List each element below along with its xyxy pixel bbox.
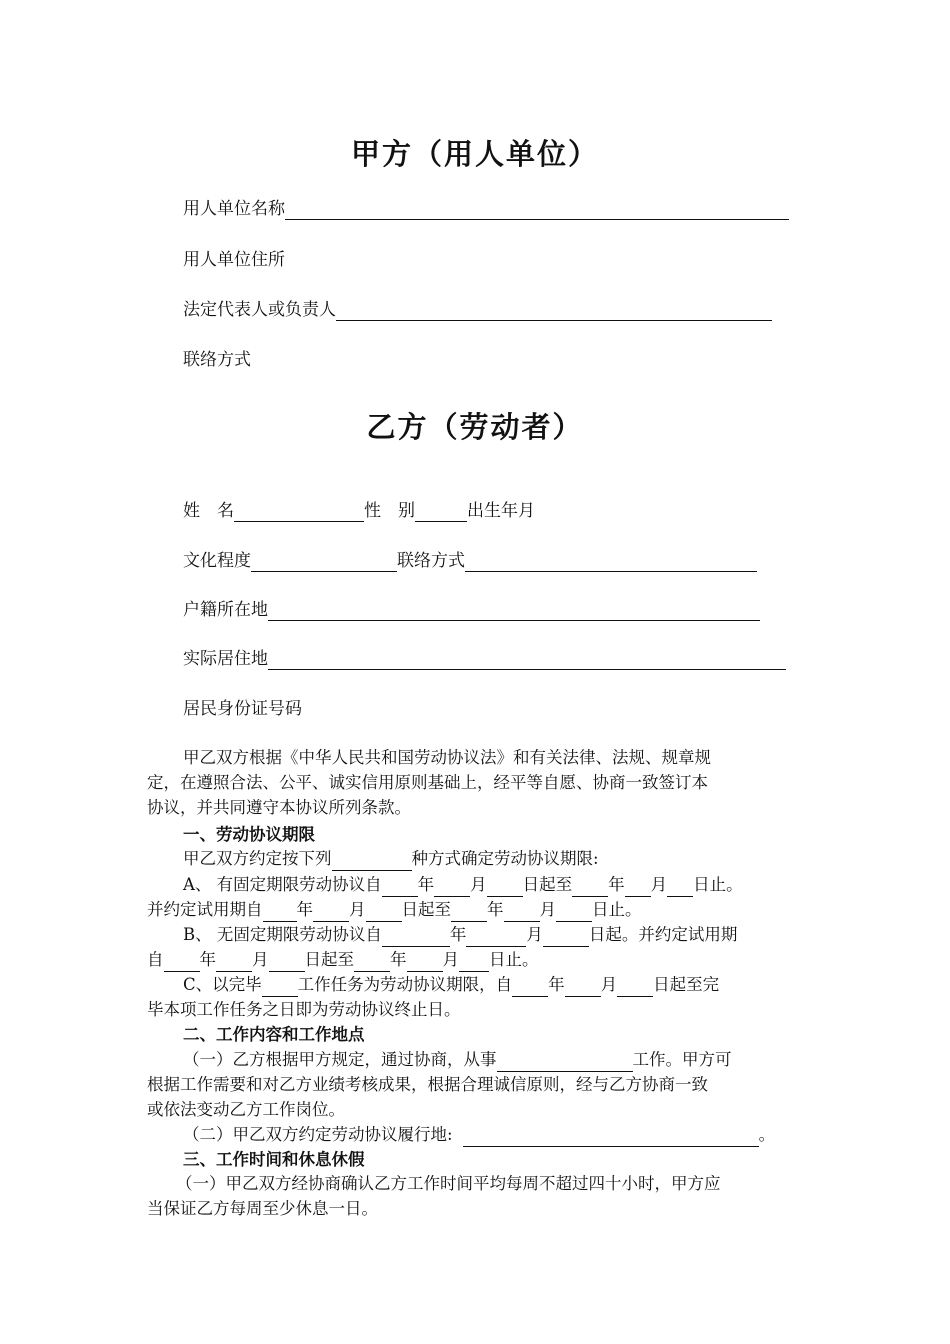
- worker-contact-label: 联络方式: [397, 551, 465, 571]
- bp-start-month-field[interactable]: [216, 954, 252, 972]
- ap-end-month-field[interactable]: [504, 904, 540, 922]
- option-b-probation-line: [147, 948, 539, 972]
- gender-field[interactable]: [415, 503, 467, 522]
- option-c-line-2: 毕本项工作任务之日即为劳动协议终止日。: [147, 1000, 461, 1019]
- ap-year-label: 年: [296, 900, 313, 919]
- ap-from-label: 日起至: [401, 900, 451, 919]
- option-b-lead: B、 无固定期限劳动协议自: [183, 925, 382, 944]
- work-location-field[interactable]: [463, 1129, 759, 1147]
- section-3-title: 三、工作时间和休息休假: [183, 1150, 365, 1169]
- b-start-label: 日起。: [588, 925, 639, 944]
- bp-start-year-field[interactable]: [164, 954, 200, 972]
- a-end-day-field[interactable]: [667, 879, 693, 897]
- bp-end-day-field[interactable]: [459, 954, 489, 972]
- option-c-mid: 工作任务为劳动协议期限，自: [297, 975, 513, 994]
- bp-end-month-label: 月: [442, 950, 459, 969]
- employer-contact-line: [183, 349, 251, 371]
- ap-start-month-field[interactable]: [313, 904, 349, 922]
- ap-end-label: 日止。: [592, 900, 642, 919]
- hukou-field[interactable]: [268, 602, 760, 621]
- employer-address-line: [183, 249, 285, 271]
- a-end-month-field[interactable]: [625, 879, 651, 897]
- bp-from-label: 日起至: [304, 950, 354, 969]
- gender-label: 性 别: [364, 501, 415, 521]
- job-content-field[interactable]: [497, 1054, 633, 1072]
- b-probation-lead: 并约定试用期: [638, 925, 738, 944]
- hukou-line: [183, 599, 760, 621]
- a-year-label: 年: [417, 875, 435, 894]
- employer-name-field[interactable]: [285, 201, 789, 220]
- id-number-line: [183, 698, 302, 720]
- work-hours-line-1: （一）甲乙双方经协商确认乙方工作时间平均每周不超过四十小时，甲方应: [176, 1174, 721, 1193]
- education-line: [183, 550, 757, 572]
- c-month-label: 月: [600, 975, 618, 994]
- a-start-year-field[interactable]: [382, 879, 418, 897]
- id-number-label: 居民身份证号码: [183, 699, 302, 719]
- b-start-day-field[interactable]: [543, 929, 589, 947]
- c-task-field[interactable]: [262, 979, 298, 997]
- b-month-label: 月: [526, 925, 543, 944]
- job-content-tail: 工作。甲方可: [632, 1050, 732, 1069]
- legal-rep-line: [183, 299, 772, 321]
- employer-name-label: 用人单位名称: [183, 199, 285, 219]
- a-end-year-field[interactable]: [572, 879, 608, 897]
- option-a-probation-line: [147, 898, 642, 922]
- ap-end-year-field[interactable]: [451, 904, 487, 922]
- c-start-month-field[interactable]: [565, 979, 601, 997]
- job-content-lead: （一）乙方根据甲方规定，通过协商，从事: [183, 1050, 497, 1069]
- work-location-end: 。: [758, 1125, 776, 1144]
- bp-end-month-field[interactable]: [407, 954, 443, 972]
- residence-label: 实际居住地: [183, 649, 268, 669]
- birth-label: 出生年月: [467, 501, 535, 521]
- option-c-line: [183, 973, 719, 997]
- employer-address-label: 用人单位住所: [183, 250, 285, 270]
- b-year-label: 年: [449, 925, 467, 944]
- education-label: 文化程度: [183, 551, 251, 571]
- legal-rep-field[interactable]: [336, 302, 772, 321]
- option-a-line: [183, 873, 743, 897]
- bp-month-label: 月: [252, 950, 269, 969]
- ap-month-label: 月: [349, 900, 366, 919]
- term-type-tail: 种方式确定劳动协议期限:: [411, 849, 599, 868]
- section-2-title: 二、工作内容和工作地点: [183, 1025, 365, 1044]
- worker-name-line: [183, 500, 535, 522]
- worker-name-label: 姓 名: [183, 501, 234, 521]
- c-start-year-field[interactable]: [512, 979, 548, 997]
- employer-name-line: [183, 198, 789, 220]
- option-c-tail: 日起至完: [653, 975, 720, 994]
- worker-contact-field[interactable]: [465, 553, 757, 572]
- a-start-day-field[interactable]: [487, 879, 523, 897]
- option-c-lead: C、以完毕: [183, 975, 262, 994]
- a-from-label: 日起至: [522, 875, 573, 894]
- a-start-month-field[interactable]: [434, 879, 470, 897]
- worker-name-field[interactable]: [234, 503, 364, 522]
- term-type-line: [183, 847, 599, 871]
- b-start-month-field[interactable]: [466, 929, 526, 947]
- term-type-field[interactable]: [332, 853, 412, 871]
- party-b-title: 乙方（劳动者）: [366, 410, 584, 444]
- b-start-year-field[interactable]: [382, 929, 450, 947]
- education-field[interactable]: [251, 553, 397, 572]
- ap-start-day-field[interactable]: [366, 904, 402, 922]
- c-year-label: 年: [548, 975, 565, 994]
- a-end-year-label: 年: [608, 875, 625, 894]
- bp-end-label: 日止。: [489, 950, 539, 969]
- legal-rep-label: 法定代表人或负责人: [183, 300, 336, 320]
- work-location-lead: （二）甲乙双方约定劳动协议履行地:: [183, 1125, 453, 1144]
- option-b-line: [183, 923, 737, 947]
- bp-from-lead: 自: [147, 950, 164, 969]
- ap-start-year-field[interactable]: [263, 904, 297, 922]
- party-a-title: 甲方（用人单位）: [350, 137, 599, 171]
- residence-field[interactable]: [268, 651, 786, 670]
- a-end-month-label: 月: [650, 875, 668, 894]
- intro-line-1: 甲乙双方根据《中华人民共和国劳动协议法》和有关法律、法规、规章规: [183, 748, 711, 767]
- a-probation-lead: 并约定试用期自: [147, 900, 263, 919]
- job-content-line: [183, 1048, 732, 1072]
- work-hours-line-2: 当保证乙方每周至少休息一日。: [147, 1199, 378, 1218]
- ap-end-month-label: 月: [539, 900, 556, 919]
- bp-end-year-field[interactable]: [354, 954, 390, 972]
- job-content-line-2: 根据工作需要和对乙方业绩考核成果，根据合理诚信原则，经与乙方协商一致: [147, 1075, 708, 1094]
- bp-end-year-label: 年: [390, 950, 407, 969]
- option-a-lead: A、 有固定期限劳动协议自: [183, 875, 382, 894]
- employer-contact-label: 联络方式: [183, 350, 251, 370]
- job-content-line-3: 或依法变动乙方工作岗位。: [147, 1100, 345, 1119]
- intro-line-2: 定，在遵照合法、公平、诚实信用原则基础上，经平等自愿、协商一致签订本: [147, 773, 708, 792]
- section-1-title: 一、劳动协议期限: [183, 825, 315, 844]
- work-location-line: [183, 1123, 775, 1147]
- intro-line-3: 协议，并共同遵守本协议所列条款。: [147, 798, 411, 817]
- bp-start-day-field[interactable]: [269, 954, 305, 972]
- bp-year-label: 年: [199, 950, 216, 969]
- residence-line: [183, 648, 786, 670]
- term-type-lead: 甲乙双方约定按下列: [183, 849, 332, 868]
- a-month-label: 月: [470, 875, 487, 894]
- c-start-day-field[interactable]: [617, 979, 653, 997]
- ap-end-year-label: 年: [487, 900, 504, 919]
- hukou-label: 户籍所在地: [183, 600, 268, 620]
- a-end-label: 日止。: [693, 875, 743, 894]
- ap-end-day-field[interactable]: [556, 904, 592, 922]
